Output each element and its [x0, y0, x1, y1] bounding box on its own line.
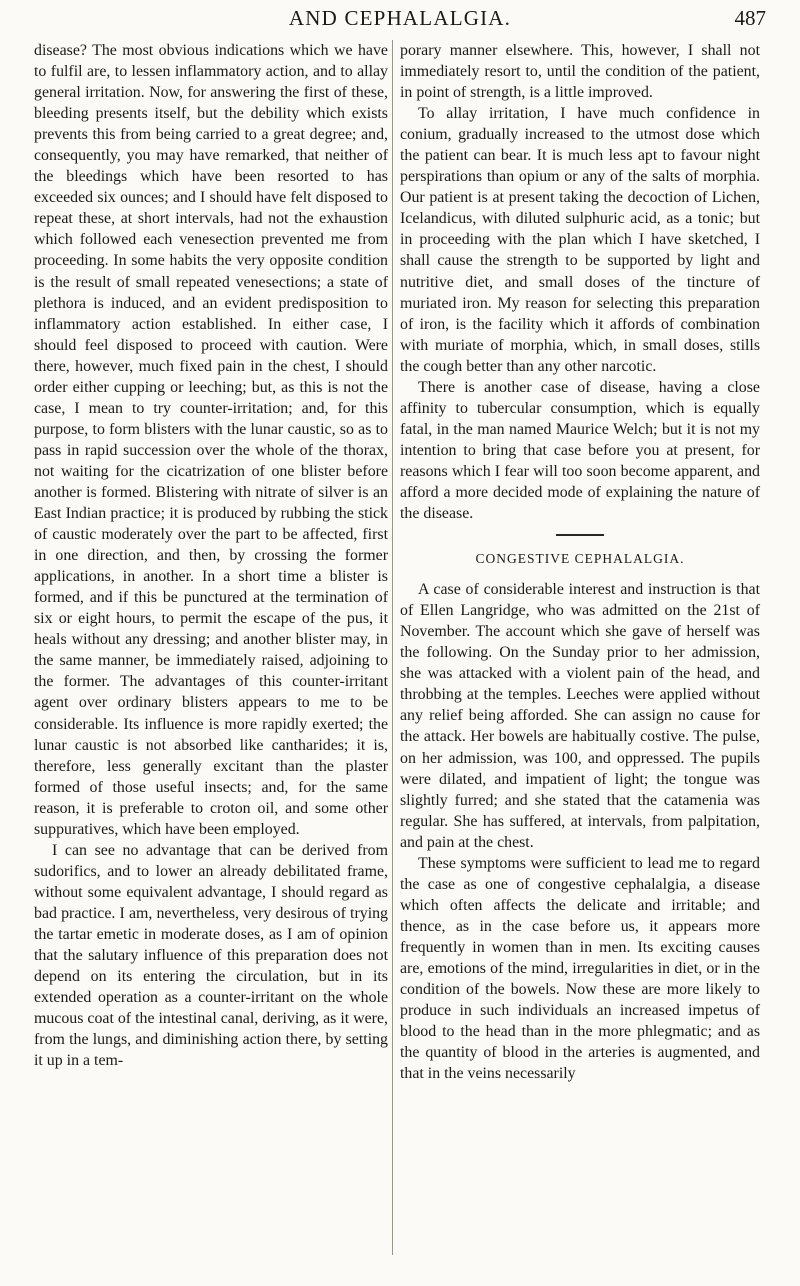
right-column — [400, 40, 760, 1084]
paragraph: disease? The most obvious indications which we have to fulfil are, to lessen inflammatory action, and to allay general irritation. Now, for answering the first of these, bleeding presents itself, but the debility which exists prevents this from being carried to a great degree; and, consequently, you may have remarked, that neither of the bleedings which have been resorted to has exceeded six ounces; and I should have felt disposed to repeat these, at short intervals, had not the exhaustion which followed each venesection prevented me from proceeding. In some habits the very opposite condition is the result of small repeated venesections; a state of plethora is induced, and an evident predisposition to inflammatory action established. In either case, I should feel disposed to proceed with caution. Were there, however, much fixed pain in the chest, I should order either cupping or leeching; but, as this is not the case, I mean to try counter-irritation; and, for this purpose, to form blisters with the lunar caustic, so as to pass in rapid succession over the whole of the thorax, not waiting for the cicatrization of one blister before another is formed. Blistering with nitrate of silver is an East Indian practice; it is produced by rubbing the stick of caustic moderately over the part to be affected, first in one direction, and then, by crossing the former applications, in another. In a short time a blister is formed, and if this be punctured at the termination of six or eight hours, to permit the escape of the pus, it heals without any dressing; and another blister may, in the same manner, be immediately raised, adjoining to the former. The advantages of this counter-irritant agent over ordinary blisters appears to me to be considerable. Its influence is more rapidly exerted; the lunar caustic is not absorbed like cantharides; it is, therefore, less generally excitant than the plaster formed of those useful insects; and, for the same reason, it is preferable to croton oil, and some other suppuratives, which have been employed. — [34, 42, 388, 838]
page-header — [0, 6, 800, 36]
paragraph: These symptoms were sufficient to lead me to regard the case as one of congestive cephalalgia, a disease which often affects the delicate and irritable; and thence, as in the case before us, it appears more frequently in women than in men. Its exciting causes are, emotions of the mind, irregularities in diet, or in the condition of the bowels. Now these are more likely to produce in such individuals an increased impetus of blood to the head than in the more phlegmatic; and as the quantity of blood in the arteries is augmented, and that in the veins necessarily — [400, 854, 760, 1083]
section-heading: CONGESTIVE CEPHALALGIA. — [475, 551, 685, 567]
section-divider — [556, 534, 604, 536]
left-column — [34, 40, 388, 1071]
column-rule — [392, 40, 393, 1255]
paragraph: A case of considerable interest and instruction is that of Ellen Langridge, who was admitted on the 21st of November. The account which she gave of herself was the following. On the Sunday prior to her admission, she was attacked with a violent pain of the head, and throbbing at the temples. Leeches were applied without any relief being afforded. She can assign no cause for the attack. Her bowels are habitually costive. The pulse, on her admission, was 100, and oppressed. The pupils were dilated, and impatient of light; the tongue was slightly furred; and she stated that the catamenia was regular. She has suffered, at intervals, from palpitation, and pain at the chest. — [400, 581, 760, 851]
paragraph: porary manner elsewhere. This, however, I shall not immediately resort to, until the condition of the patient, in point of strength, is a little improved. — [400, 42, 760, 102]
paragraph: There is another case of disease, having a close affinity to tubercular consumption, which is equally fatal, in the man named Maurice Welch; but it is not my intention to bring that case before you at present, for reasons which I fear will too soon become apparent, and afford a more decided mode of explaining the nature of the disease. — [400, 378, 760, 523]
paragraph: I can see no advantage that can be derived from sudorifics, and to lower an already debilitated frame, without some equivalent advantage, I should regard as bad practice. I am, nevertheless, very desirous of trying the tartar emetic in moderate doses, as I am of opinion that the salutary influence of this preparation does not depend on its entering the circulation, but in its extended operation as a counter-irritant on the whole mucous coat of the intestinal canal, deriving, as it were, from the lungs, and diminishing action there, by setting it up in a tem- — [34, 841, 388, 1070]
running-head: AND CEPHALALGIA. — [288, 6, 512, 30]
paragraph: To allay irritation, I have much confidence in conium, gradually increased to the utmost dose which the patient can bear. It is much less apt to favour night perspirations than opium or any of the salts of morphia. Our patient is at present taking the decoction of Lichen, Icelandicus, with diluted sulphuric acid, as a tonic; but in proceeding with the plan which I have sketched, I shall cause the strength to be supported by light and nutritive diet, and small doses of the tincture of muriated iron. My reason for selecting this preparation of iron, is the facility which it affords of combination with muriate of morphia, which, in small doses, stills the cough better than any other narcotic. — [400, 105, 760, 375]
page-number: 487 — [734, 6, 766, 30]
